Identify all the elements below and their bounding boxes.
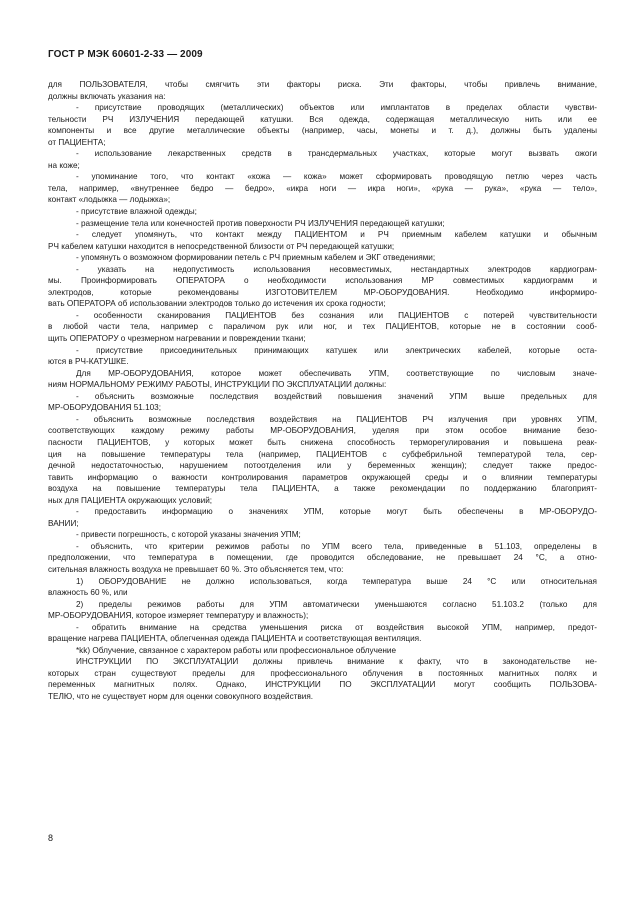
text-line: тавить информацию о важности контролирования параметров окружающей среды и о влиянии температуры xyxy=(48,472,597,482)
text-line: - предоставить информацию о значениях УПМ, которые могут быть обеспечены в МР-ОБОРУДО- xyxy=(76,507,597,517)
text-line: тела, например, «внутреннее бедро — бедро», «икра ноги — икра ноги», «рука — рука», «рука — тело», xyxy=(48,183,597,193)
text-line: вращение нагрева ПАЦИЕНТА, облегченная одежда ПАЦИЕНТА и соответствующая вентиляция. xyxy=(48,634,422,644)
text-line: от ПАЦИЕНТА; xyxy=(48,137,106,147)
text-line: - особенности сканирования ПАЦИЕНТОВ без сознания или ПАЦИЕНТОВ с потерей чувствительности xyxy=(76,310,597,320)
text-line: для ПОЛЬЗОВАТЕЛЯ, чтобы смягчить эти факторы риска. Эти факторы, чтобы привлечь внимание, xyxy=(48,80,597,89)
text-line: - объяснить, что критерии режимов работы по УПМ всего тела, приведенные в 51.103, определены в xyxy=(76,541,597,551)
text-line: переменных магнитных полях. Однако, ИНСТРУКЦИИ ПО ЭКСПЛУАТАЦИИ могут сообщить ПОЛЬЗОВА- xyxy=(48,680,597,690)
text-line: - присутствие проводящих (металлических) объектов или имплантатов в пределах области чувстви- xyxy=(76,103,597,113)
text-line: МР-ОБОРУДОВАНИЯ, которое измеряет температуру и влажность); xyxy=(48,611,309,621)
text-line: должны включать указания на: xyxy=(48,91,166,101)
text-line: РЧ кабелем катушки находится в непосредственной близости от РЧ передающей катушки; xyxy=(48,241,395,251)
text-line: Для МР-ОБОРУДОВАНИЯ, которое может обеспечивать УПМ, соответствующие по числовым значе- xyxy=(76,368,597,378)
text-line: электродов, которые рекомендованы ИЗГОТОВИТЕЛЕМ МР-ОБОРУДОВАНИЯ. Необходимо информиро- xyxy=(48,287,597,297)
text-line: сительная влажность воздуха не превышает 60 %. Это объясняется тем, что: xyxy=(48,564,344,574)
body-text xyxy=(48,79,597,703)
text-line: ниям НОРМАЛЬНОМУ РЕЖИМУ РАБОТЫ, ИНСТРУКЦИИ ПО ЭКСПЛУАТАЦИИ должны: xyxy=(48,380,387,390)
text-line: компоненты и все другие металлические объекты (например, часы, монеты и т. д.), должны быть удалены xyxy=(48,126,597,136)
text-line: - присутствие присоединительных принимающих катушек или электрических кабелей, которые оста- xyxy=(76,345,597,355)
text-line: - обратить внимание на средства уменьшения риска от воздействия высокой УПМ, например, предот- xyxy=(76,622,597,632)
text-line: - объяснить возможные последствия воздействия на ПАЦИЕНТОВ РЧ излучения при уровнях УПМ, xyxy=(76,414,597,424)
text-line: 1) ОБОРУДОВАНИЕ не должно использоваться, когда температура выше 24 °С или относительная xyxy=(76,576,597,586)
text-line: ются в РЧ-КАТУШКЕ. xyxy=(48,357,129,367)
text-line: - привести погрешность, с которой указаны значения УПМ; xyxy=(76,530,301,540)
text-line: дечной недостаточностью, нарушением потоотделения или у беременных женщин); следует также предос- xyxy=(48,461,597,471)
text-line: - указать на недопустимость использования несовместимых, нестандартных электродов кардиограм- xyxy=(76,264,597,274)
text-line: контакт «лодыжка — лодыжка»; xyxy=(48,195,171,205)
text-line: которых стран существуют пределы для профессионального облучения в постоянных магнитных полях и xyxy=(48,668,597,678)
document-header: ГОСТ Р МЭК 60601-2-33 — 2009 xyxy=(48,49,203,60)
text-line: - объяснить возможные последствия воздействий повышения значений УПМ выше предельных для xyxy=(76,391,597,401)
text-line: мы. Проинформировать ОПЕРАТОРА о необходимости использования МР совместимых кардиограмм и xyxy=(48,276,597,286)
text-line: - использование лекарственных средств в трансдермальных участках, которые могут вызвать ожоги xyxy=(76,149,597,159)
text-line: ВАНИИ; xyxy=(48,518,79,528)
text-line: 2) пределы режимов работы для УПМ автоматически уменьшаются согласно 51.103.2 (только для xyxy=(76,599,597,609)
text-line: - присутствие влажной одежды; xyxy=(76,207,197,217)
text-line: ТЕЛЮ, что не существует норм для оценки совокупного воздействия. xyxy=(48,691,314,701)
text-line: тельности РЧ ИЗЛУЧЕНИЯ передающей катушки. Вся одежда, содержащая металлическую нить или ее xyxy=(48,114,597,124)
page-number: 8 xyxy=(48,833,54,843)
text-line: предположении, что температура в помещении, где проводится обследование, не превышает 24 °С, а отно- xyxy=(48,553,597,563)
text-line: - следует упомянуть, что контакт между ПАЦИЕНТОМ и РЧ приемным кабелем катушки и обычным xyxy=(76,230,597,240)
text-line: воздуха на повышение температуры тела ПАЦИЕНТА, а также рекомендации по поддержанию благоприят- xyxy=(48,484,597,494)
text-line: *kk) Облучение, связанное с характером работы или профессиональное облучение xyxy=(76,645,397,655)
text-line: вать ОПЕРАТОРА об использовании электродов только до истечения их срока годности; xyxy=(48,299,386,309)
text-line: - упоминание того, что контакт «кожа — кожа» может сформировать проводящую петлю через часть xyxy=(76,172,597,182)
text-line: ных для ПАЦИЕНТА окружающих условий; xyxy=(48,495,213,505)
text-line: щить ОПЕРАТОРУ о чрезмерном нагревании и повреждении ткани; xyxy=(48,334,306,344)
text-line: пасности ПАЦИЕНТОВ, у которых может быть снижена способность терморегулирования и повышена реак- xyxy=(48,437,597,447)
text-line: в любой части тела, например с параличом рук или ног, и тех ПАЦИЕНТОВ, которые не в состоянии сооб- xyxy=(48,322,597,332)
text-line: соответствующих каждому режиму работы МР-ОБОРУДОВАНИЯ, уделяя при этом особое внимание безо- xyxy=(48,426,597,436)
text-line: влажность 60 %, или xyxy=(48,588,128,598)
text-line: - размещение тела или конечностей против поверхности РЧ ИЗЛУЧЕНИЯ передающей катушки; xyxy=(76,218,445,228)
text-line: ИНСТРУКЦИИ ПО ЭКСПЛУАТАЦИИ должны привлечь внимание к факту, что в законодательстве не- xyxy=(76,657,597,667)
text-line: МР-ОБОРУДОВАНИЯ 51.103; xyxy=(48,403,162,413)
text-line: - упомянуть о возможном формировании петель с РЧ приемным кабелем и ЭКГ отведениями; xyxy=(76,253,436,263)
text-line: ция на повышение температуры тела (например, ПАЦИЕНТОВ с субфебрильной температурой тела, сер- xyxy=(48,449,597,459)
text-line: на коже; xyxy=(48,160,80,170)
